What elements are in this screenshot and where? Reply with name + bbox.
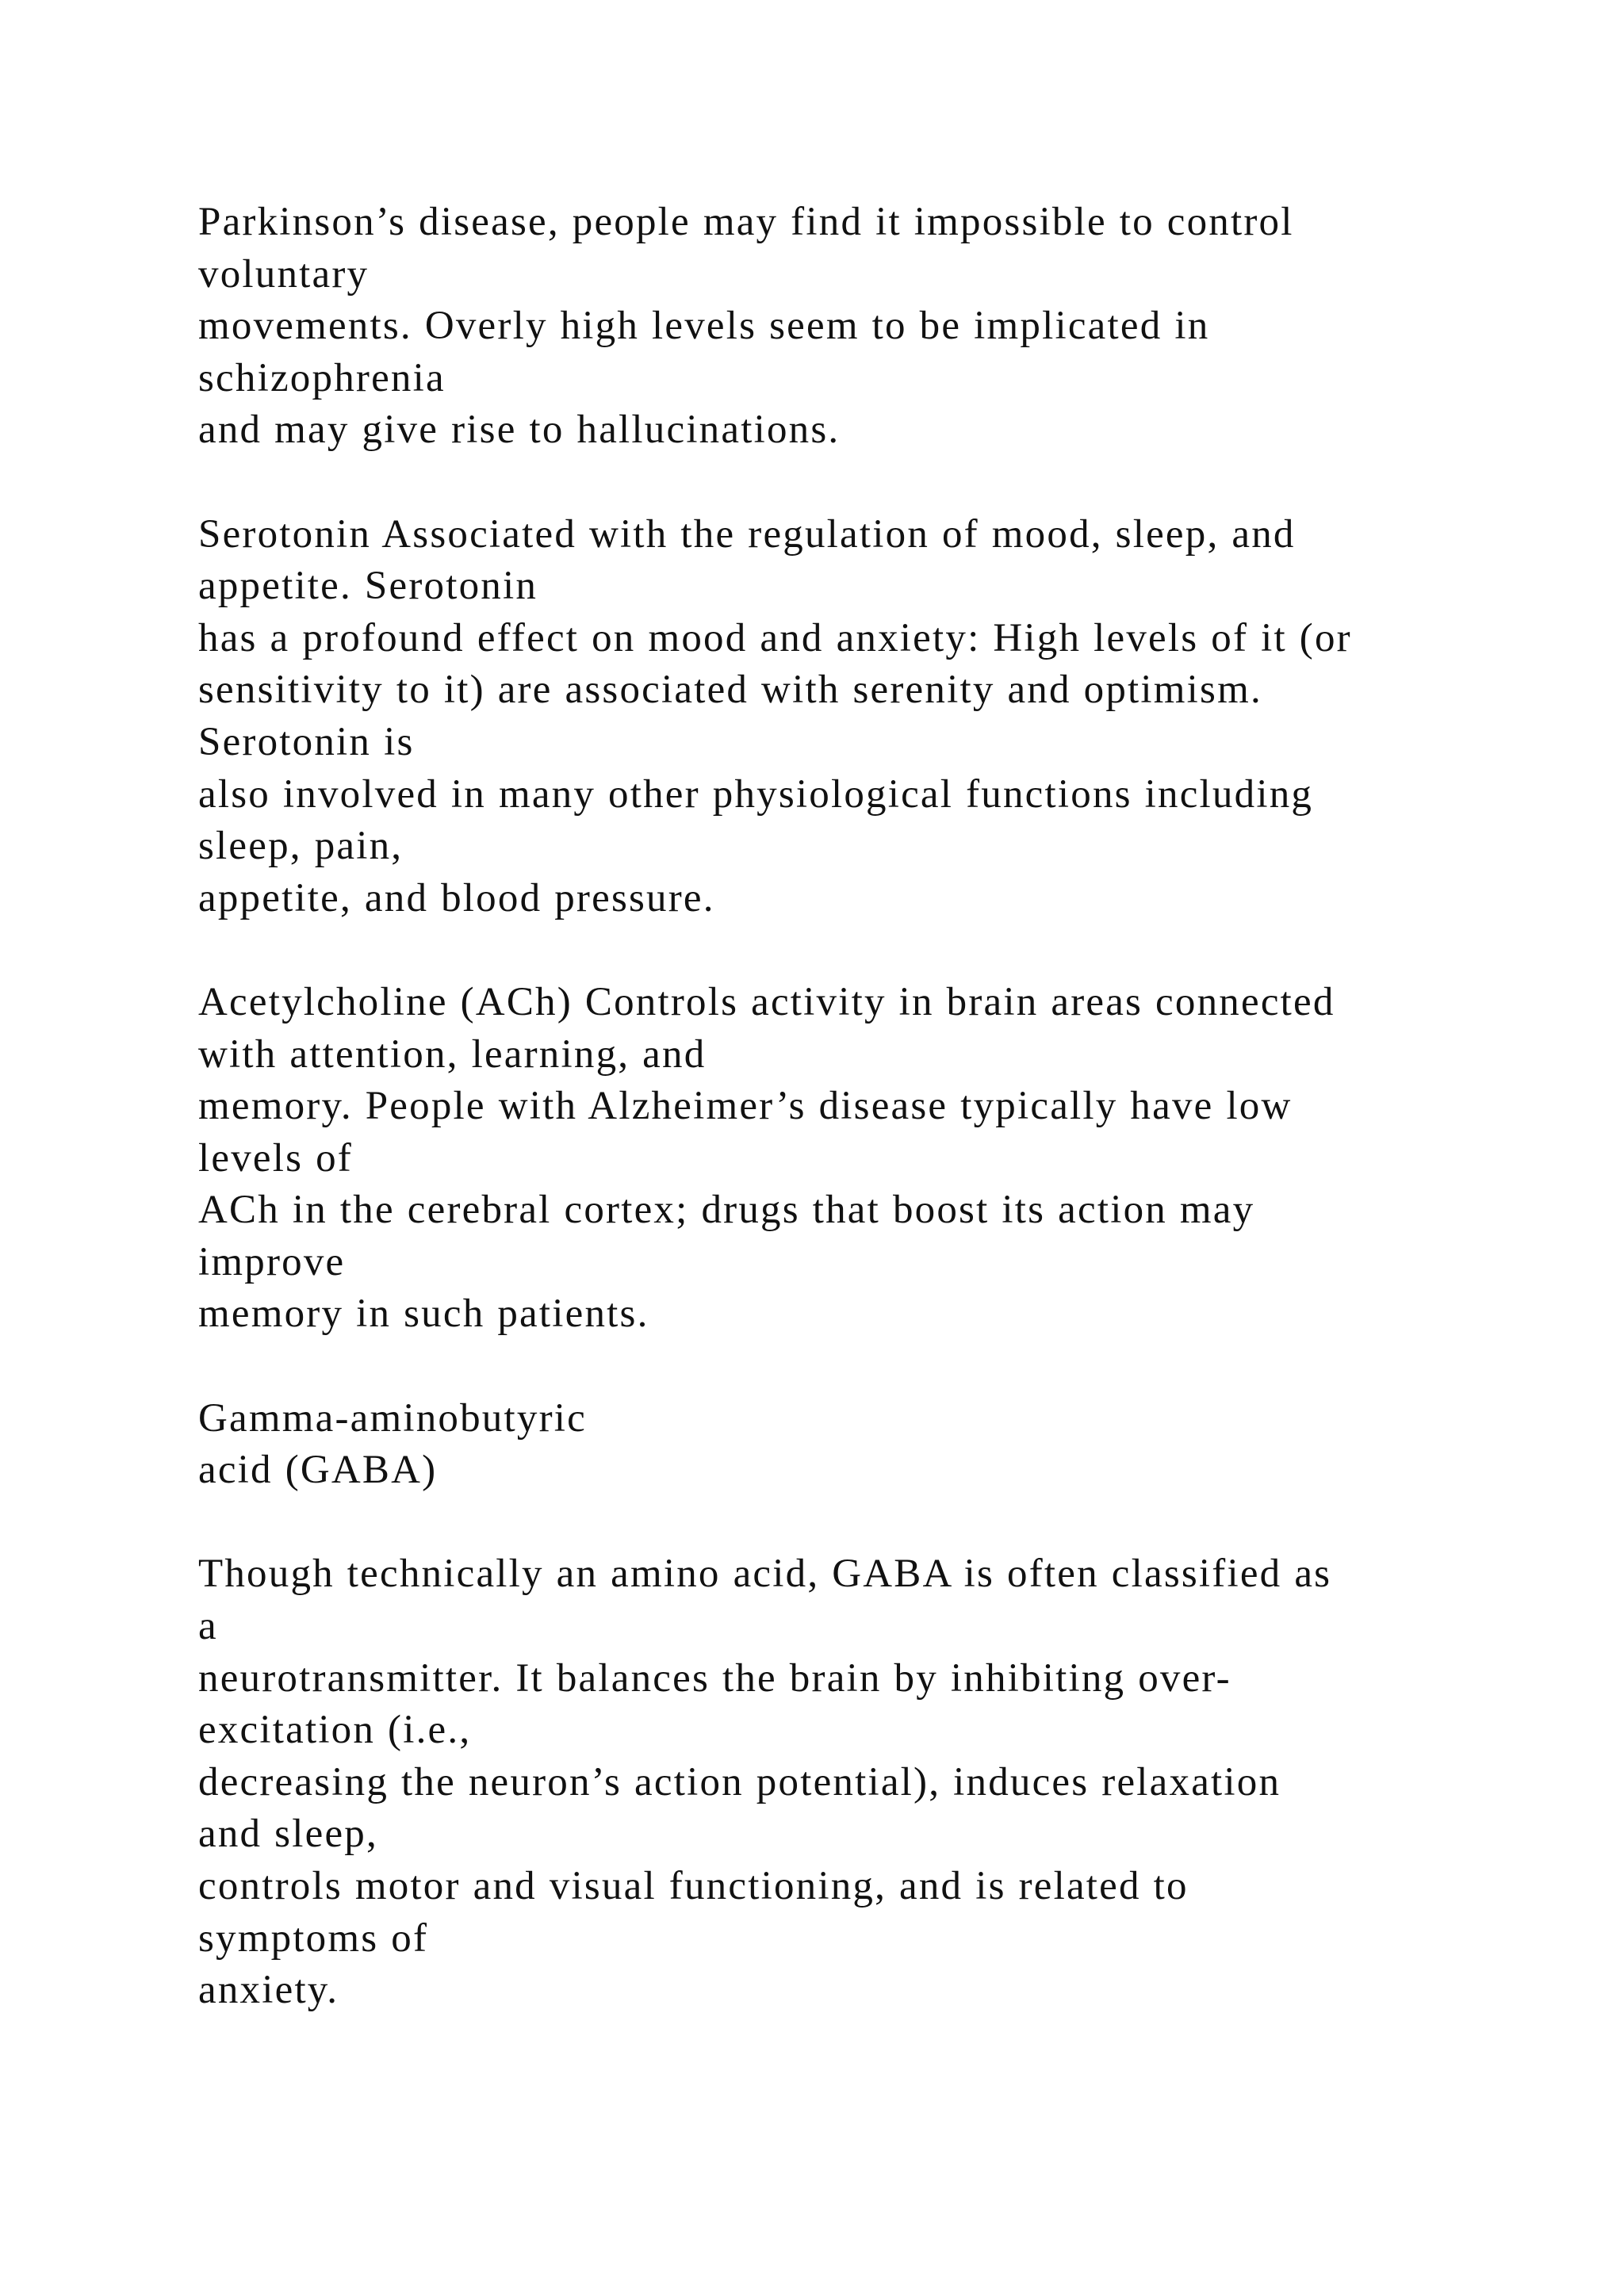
- paragraph-parkinsons: [198, 197, 1546, 457]
- paragraph-spacer: [198, 1341, 1546, 1393]
- text-line: sleep, pain,: [198, 824, 404, 869]
- text-line: controls motor and visual functioning, and is related to: [198, 1864, 1189, 1908]
- text-line: memory. People with Alzheimer’s disease typically have low: [198, 1084, 1293, 1129]
- text-line: schizophrenia: [198, 355, 446, 400]
- text-line: also involved in many other physiological functions including: [198, 771, 1314, 817]
- text-line: excitation (i.e.,: [198, 1708, 472, 1753]
- text-line: levels of: [198, 1135, 353, 1181]
- text-line: ACh in the cerebral cortex; drugs that boost its action may: [198, 1188, 1255, 1233]
- text-line: acid (GABA): [198, 1448, 438, 1493]
- paragraph-serotonin: [198, 509, 1546, 925]
- document-body: [198, 197, 1546, 2017]
- text-line: Parkinson’s disease, people may find it impossible to control: [198, 200, 1294, 244]
- text-line: memory in such patients.: [198, 1292, 649, 1337]
- text-line: a: [198, 1604, 218, 1649]
- text-line: and sleep,: [198, 1812, 378, 1857]
- text-line: has a profound effect on mood and anxiety: High levels of it (or: [198, 615, 1352, 660]
- text-line: with attention, learning, and: [198, 1031, 707, 1077]
- paragraph-gaba: [198, 1548, 1546, 2016]
- text-line: decreasing the neuron’s action potential), induces relaxation: [198, 1759, 1281, 1804]
- text-line: Gamma-aminobutyric: [198, 1395, 587, 1441]
- text-line: improve: [198, 1239, 346, 1284]
- text-line: Though technically an amino acid, GABA is often classified as: [198, 1552, 1332, 1597]
- text-line: appetite, and blood pressure.: [198, 875, 715, 920]
- paragraph-spacer: [198, 457, 1546, 509]
- text-line: voluntary: [198, 251, 370, 297]
- text-line: movements. Overly high levels seem to be implicated in: [198, 304, 1210, 349]
- paragraph-spacer: [198, 924, 1546, 977]
- text-line: and may give rise to hallucinations.: [198, 408, 841, 453]
- text-line: Serotonin is: [198, 719, 415, 764]
- text-line: Acetylcholine (ACh) Controls activity in brain areas connected: [198, 979, 1335, 1024]
- text-line: sensitivity to it) are associated with serenity and optimism.: [198, 668, 1262, 713]
- text-line: anxiety.: [198, 1968, 339, 2013]
- text-line: symptoms of: [198, 1915, 429, 1961]
- paragraph-acetylcholine: [198, 977, 1546, 1341]
- text-line: neurotransmitter. It balances the brain by inhibiting over-: [198, 1655, 1231, 1701]
- text-line: Serotonin Associated with the regulation of mood, sleep, and: [198, 511, 1296, 557]
- paragraph-spacer: [198, 1497, 1546, 1549]
- heading-gaba: [198, 1393, 1546, 1497]
- text-line: appetite. Serotonin: [198, 564, 538, 609]
